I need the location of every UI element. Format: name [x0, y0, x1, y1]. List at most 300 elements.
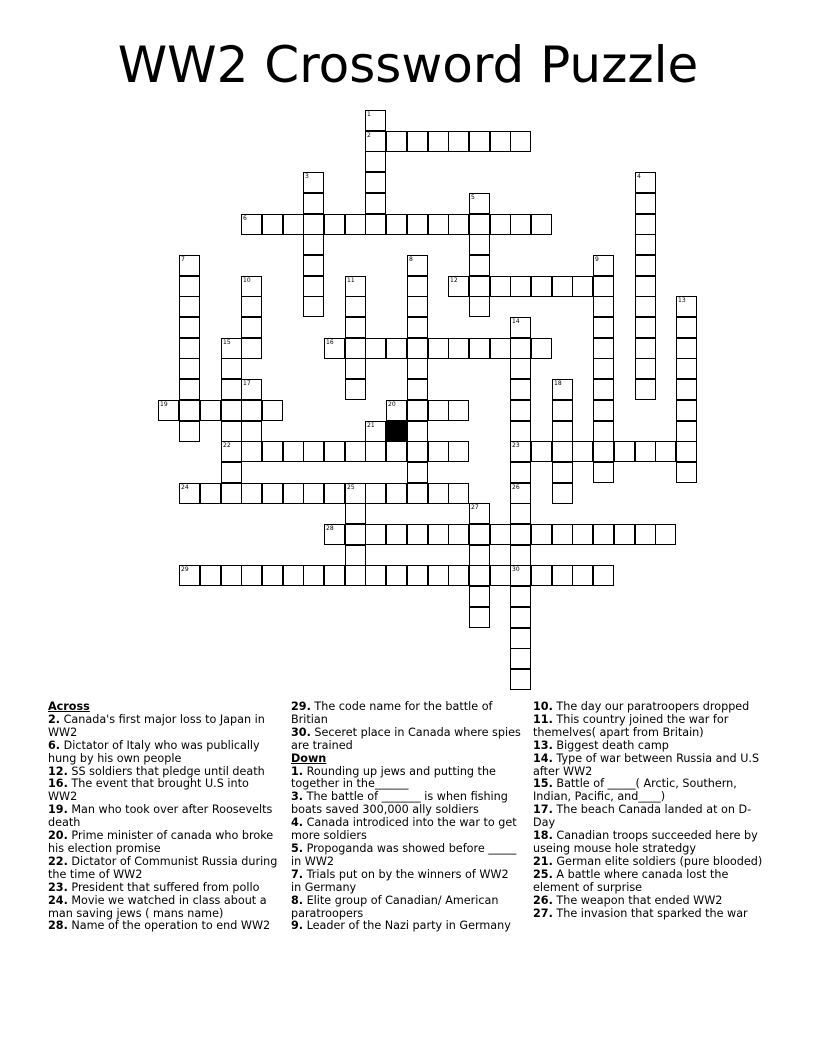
grid-cell[interactable]	[303, 483, 324, 504]
grid-cell[interactable]	[676, 441, 697, 462]
grid-cell[interactable]	[303, 193, 324, 214]
grid-cell[interactable]	[179, 379, 200, 400]
grid-cell[interactable]	[593, 276, 614, 297]
grid-cell[interactable]	[428, 483, 449, 504]
grid-cell[interactable]	[303, 172, 324, 193]
grid-cell[interactable]	[221, 358, 242, 379]
grid-cell[interactable]	[345, 379, 366, 400]
clue-item-number: 16.	[48, 777, 68, 791]
grid-cell[interactable]	[490, 565, 511, 586]
grid-cell[interactable]	[448, 276, 469, 297]
clue-item-text: The code name for the battle of Britian	[291, 700, 493, 726]
clue-item-number: 30.	[291, 725, 311, 739]
grid-cell[interactable]	[345, 214, 366, 235]
grid-cell[interactable]	[386, 524, 407, 545]
grid-cell[interactable]	[386, 483, 407, 504]
grid-cell[interactable]	[386, 400, 407, 421]
grid-cell[interactable]	[469, 524, 490, 545]
clue-item-number: 29.	[291, 700, 311, 713]
clue-item	[48, 895, 278, 921]
grid-cell[interactable]	[407, 131, 428, 152]
grid-cell[interactable]	[469, 255, 490, 276]
grid-cell[interactable]	[303, 276, 324, 297]
clue-item-number: 25.	[533, 867, 553, 881]
grid-cell[interactable]	[614, 524, 635, 545]
grid-cell[interactable]	[221, 421, 242, 442]
grid-cell[interactable]	[303, 296, 324, 317]
grid-cell[interactable]	[635, 193, 656, 214]
clue-number: 15	[223, 339, 231, 346]
clue-item-number: 2.	[48, 712, 61, 726]
clue-number: 14	[512, 318, 520, 325]
grid-cell[interactable]	[365, 524, 386, 545]
grid-cell[interactable]	[448, 214, 469, 235]
grid-cell[interactable]	[386, 441, 407, 462]
clue-number: 17	[243, 380, 251, 387]
grid-cell[interactable]	[241, 441, 262, 462]
grid-cell[interactable]	[324, 338, 345, 359]
clue-item	[48, 804, 278, 830]
grid-cell[interactable]	[676, 379, 697, 400]
clue-item-number: 27.	[533, 906, 553, 920]
grid-cell[interactable]	[407, 317, 428, 338]
grid-cell[interactable]	[469, 296, 490, 317]
clue-number: 11	[347, 277, 355, 284]
grid-cell[interactable]	[241, 379, 262, 400]
clue-item-text: Name of the operation to end WW2	[71, 919, 271, 933]
grid-cell[interactable]	[158, 400, 179, 421]
grid-cell[interactable]	[490, 131, 511, 152]
grid-cell[interactable]	[283, 214, 304, 235]
clue-item	[48, 830, 278, 856]
grid-cell[interactable]	[241, 338, 262, 359]
clue-item-number: 22.	[48, 854, 68, 868]
grid-cell[interactable]	[448, 483, 469, 504]
grid-cell[interactable]	[510, 462, 531, 483]
grid-cell[interactable]	[179, 400, 200, 421]
grid-cell[interactable]	[241, 317, 262, 338]
grid-cell[interactable]	[593, 441, 614, 462]
grid-cell[interactable]	[200, 400, 221, 421]
grid-cell[interactable]	[262, 441, 283, 462]
grid-cell[interactable]	[428, 338, 449, 359]
clue-item-text: German elite soldiers (pure blooded)	[556, 854, 763, 868]
grid-cell[interactable]	[469, 607, 490, 628]
grid-cell[interactable]	[510, 214, 531, 235]
clue-item-number: 19.	[48, 803, 68, 817]
grid-cell[interactable]	[552, 441, 573, 462]
grid-cell[interactable]	[469, 338, 490, 359]
grid-cell[interactable]	[407, 421, 428, 442]
grid-cell[interactable]	[200, 483, 221, 504]
page-title: WW2 Crossword Puzzle	[117, 36, 699, 94]
grid-cell[interactable]	[345, 524, 366, 545]
grid-cell[interactable]	[407, 462, 428, 483]
clue-number: 22	[223, 442, 231, 449]
grid-cell[interactable]	[179, 338, 200, 359]
grid-cell[interactable]	[531, 338, 552, 359]
grid-cell[interactable]	[490, 214, 511, 235]
grid-cell[interactable]	[593, 565, 614, 586]
grid-cell[interactable]	[324, 483, 345, 504]
grid-cell[interactable]	[676, 400, 697, 421]
grid-cell[interactable]	[365, 483, 386, 504]
clue-item	[291, 843, 521, 869]
clues-column-3	[533, 701, 765, 920]
clue-number: 6	[243, 215, 247, 222]
clue-number: 7	[181, 256, 185, 263]
clue-item-number: 12.	[48, 764, 68, 778]
grid-cell[interactable]	[635, 214, 656, 235]
grid-cell[interactable]	[531, 441, 552, 462]
grid-cell[interactable]	[552, 462, 573, 483]
grid-cell[interactable]	[510, 379, 531, 400]
grid-cell[interactable]	[593, 400, 614, 421]
clue-item	[48, 920, 278, 933]
grid-cell[interactable]	[510, 524, 531, 545]
grid-cell[interactable]	[262, 483, 283, 504]
grid-cell[interactable]	[531, 214, 552, 235]
clue-item-number: 28.	[48, 919, 68, 933]
grid-cell[interactable]	[407, 338, 428, 359]
clue-number: 9	[595, 256, 599, 263]
grid-cell[interactable]	[490, 276, 511, 297]
grid-cell[interactable]	[593, 255, 614, 276]
grid-cell[interactable]	[241, 565, 262, 586]
grid-cell[interactable]	[365, 421, 386, 442]
grid-cell[interactable]	[241, 276, 262, 297]
grid-cell[interactable]	[179, 565, 200, 586]
grid-cell[interactable]	[365, 172, 386, 193]
grid-cell[interactable]	[407, 379, 428, 400]
grid-cell[interactable]	[510, 545, 531, 566]
grid-cell[interactable]	[200, 565, 221, 586]
clue-item-number: 23.	[48, 880, 68, 894]
grid-cell[interactable]	[262, 214, 283, 235]
grid-cell[interactable]	[345, 338, 366, 359]
clue-number: 28	[326, 525, 334, 532]
clue-item-number: 4.	[291, 816, 304, 830]
grid-cell[interactable]	[407, 524, 428, 545]
grid-cell[interactable]	[221, 441, 242, 462]
grid-cell[interactable]	[490, 338, 511, 359]
grid-cell[interactable]	[365, 565, 386, 586]
clue-item-number: 14.	[533, 751, 553, 765]
grid-cell[interactable]	[324, 524, 345, 545]
grid-cell[interactable]	[448, 441, 469, 462]
grid-cell[interactable]	[531, 565, 552, 586]
grid-cell[interactable]	[552, 565, 573, 586]
grid-cell[interactable]	[283, 565, 304, 586]
grid-cell[interactable]	[179, 255, 200, 276]
grid-cell[interactable]	[490, 524, 511, 545]
clue-item-number: 17.	[533, 803, 553, 817]
grid-cell[interactable]	[345, 483, 366, 504]
grid-cell[interactable]	[635, 296, 656, 317]
grid-cell[interactable]	[428, 441, 449, 462]
grid-cell[interactable]	[241, 421, 262, 442]
grid-cell[interactable]	[510, 483, 531, 504]
grid-cell[interactable]	[469, 234, 490, 255]
clue-item-number: 11.	[533, 712, 553, 726]
grid-cell[interactable]	[676, 358, 697, 379]
grid-cell[interactable]	[262, 565, 283, 586]
grid-cell[interactable]	[345, 317, 366, 338]
grid-cell[interactable]	[407, 400, 428, 421]
clue-number: 27	[471, 504, 479, 511]
grid-cell[interactable]	[365, 110, 386, 131]
grid-cell[interactable]	[179, 358, 200, 379]
grid-cell[interactable]	[303, 234, 324, 255]
grid-cell[interactable]	[510, 607, 531, 628]
grid-cell[interactable]	[655, 441, 676, 462]
grid-cell[interactable]	[469, 503, 490, 524]
clue-item-text: Dictator of Italy who was publically hung by his own people	[48, 738, 260, 765]
grid-cell[interactable]	[510, 503, 531, 524]
grid-cell[interactable]	[510, 669, 531, 690]
grid-cell[interactable]	[221, 483, 242, 504]
grid-cell[interactable]	[510, 276, 531, 297]
grid-cell[interactable]	[635, 172, 656, 193]
clue-item-text: Leader of the Nazi party in Germany	[306, 919, 511, 933]
grid-cell[interactable]	[614, 441, 635, 462]
grid-cell[interactable]	[635, 317, 656, 338]
grid-cell[interactable]	[407, 214, 428, 235]
clue-item-number: 5.	[291, 841, 304, 855]
clue-number: 16	[326, 339, 334, 346]
grid-cell[interactable]	[221, 565, 242, 586]
grid-cell[interactable]	[428, 400, 449, 421]
grid-cell[interactable]	[221, 462, 242, 483]
grid-cell[interactable]	[635, 276, 656, 297]
grid-cell[interactable]	[593, 317, 614, 338]
grid-cell[interactable]	[510, 358, 531, 379]
clue-item	[291, 869, 521, 895]
clue-item-text: SS soldiers that pledge until death	[71, 764, 265, 778]
grid-cell[interactable]	[510, 131, 531, 152]
clue-item-text: Battle of _____( Arctic, Southern, Indian, Pacific, and____)	[533, 777, 737, 804]
grid-cell[interactable]	[428, 214, 449, 235]
grid-cell[interactable]	[552, 421, 573, 442]
clue-item	[533, 778, 765, 804]
grid-cell[interactable]	[303, 255, 324, 276]
grid-cell[interactable]	[635, 338, 656, 359]
grid-cell[interactable]	[469, 565, 490, 586]
grid-cell[interactable]	[407, 441, 428, 462]
clue-number: 10	[243, 277, 251, 284]
grid-cell[interactable]	[241, 296, 262, 317]
grid-cell[interactable]	[510, 628, 531, 649]
clue-item-number: 9.	[291, 919, 304, 933]
grid-cell[interactable]	[552, 483, 573, 504]
grid-cell[interactable]	[552, 276, 573, 297]
grid-cell[interactable]	[448, 338, 469, 359]
grid-cell[interactable]	[469, 545, 490, 566]
grid-cell[interactable]	[531, 276, 552, 297]
grid-cell[interactable]	[655, 524, 676, 545]
clues-column-1	[48, 701, 278, 933]
clue-number: 24	[181, 484, 189, 491]
grid-cell[interactable]	[221, 400, 242, 421]
clue-item-text: Type of war between Russia and U.S after WW2	[533, 751, 760, 778]
grid-cell[interactable]	[345, 296, 366, 317]
grid-cell[interactable]	[469, 193, 490, 214]
grid-cell[interactable]	[469, 586, 490, 607]
grid-cell[interactable]	[407, 296, 428, 317]
grid-cell[interactable]	[635, 234, 656, 255]
grid-cell[interactable]	[469, 131, 490, 152]
grid-cell[interactable]	[572, 441, 593, 462]
clue-item-number: 10.	[533, 700, 553, 713]
clue-item-text: The invasion that sparked the war	[556, 906, 748, 920]
grid-cell[interactable]	[407, 276, 428, 297]
grid-cell[interactable]	[179, 276, 200, 297]
grid-cell[interactable]	[676, 421, 697, 442]
grid-cell[interactable]	[324, 565, 345, 586]
grid-cell[interactable]	[510, 421, 531, 442]
grid-cell[interactable]	[572, 524, 593, 545]
clue-item-text: Seceret place in Canada where spies are trained	[291, 725, 521, 752]
grid-cell[interactable]	[510, 648, 531, 669]
grid-cell[interactable]	[676, 317, 697, 338]
clue-item-number: 15.	[533, 777, 553, 791]
grid-cell[interactable]	[241, 214, 262, 235]
grid-cell[interactable]	[572, 565, 593, 586]
grid-cell[interactable]	[303, 441, 324, 462]
clue-item	[291, 920, 521, 933]
grid-cell[interactable]	[241, 400, 262, 421]
grid-cell[interactable]	[552, 400, 573, 421]
grid-cell[interactable]	[448, 524, 469, 545]
clue-item-number: 20.	[48, 829, 68, 843]
clue-number: 21	[367, 422, 375, 429]
grid-cell[interactable]	[221, 379, 242, 400]
grid-cell[interactable]	[676, 338, 697, 359]
grid-cell[interactable]	[365, 131, 386, 152]
clue-item-text: The battle of _______ is when fishing boats saved 300,000 ally soldiers	[291, 790, 508, 817]
grid-cell[interactable]	[407, 483, 428, 504]
grid-cell[interactable]	[345, 358, 366, 379]
grid-cell[interactable]	[386, 131, 407, 152]
clue-item	[533, 714, 765, 740]
grid-cell[interactable]	[179, 421, 200, 442]
grid-cell[interactable]	[365, 214, 386, 235]
grid-cell[interactable]	[324, 214, 345, 235]
grid-cell[interactable]	[345, 276, 366, 297]
grid-cell[interactable]	[635, 441, 656, 462]
clue-item-text: Canadian troops succeeded here by useing mouse hole stratedgy	[533, 829, 758, 855]
clue-item-text: Man who took over after Roosevelts death	[48, 803, 273, 830]
grid-cell[interactable]	[345, 503, 366, 524]
grid-cell[interactable]	[593, 421, 614, 442]
grid-cell[interactable]	[635, 358, 656, 379]
grid-cell[interactable]	[593, 379, 614, 400]
grid-cell[interactable]	[407, 358, 428, 379]
grid-cell[interactable]	[448, 565, 469, 586]
grid-cell[interactable]	[365, 338, 386, 359]
grid-cell[interactable]	[365, 151, 386, 172]
grid-cell[interactable]	[179, 317, 200, 338]
grid-cell[interactable]	[283, 483, 304, 504]
grid-cell[interactable]	[510, 338, 531, 359]
across-heading: Across	[48, 700, 90, 713]
grid-cell[interactable]	[510, 400, 531, 421]
grid-cell[interactable]	[365, 441, 386, 462]
grid-cell[interactable]	[221, 338, 242, 359]
grid-cell[interactable]	[386, 565, 407, 586]
grid-cell[interactable]	[593, 524, 614, 545]
grid-cell[interactable]	[593, 296, 614, 317]
grid-cell[interactable]	[552, 379, 573, 400]
clue-number: 13	[678, 297, 686, 304]
clue-item	[291, 817, 521, 843]
grid-cell[interactable]	[676, 462, 697, 483]
clue-item	[48, 714, 278, 740]
grid-cell[interactable]	[469, 276, 490, 297]
grid-cell[interactable]	[593, 462, 614, 483]
grid-cell[interactable]	[386, 338, 407, 359]
grid-cell[interactable]	[510, 586, 531, 607]
grid-cell[interactable]	[407, 565, 428, 586]
grid-cell[interactable]	[179, 296, 200, 317]
grid-cell[interactable]	[345, 545, 366, 566]
clue-number: 1	[367, 111, 371, 118]
clue-number: 30	[512, 566, 520, 573]
grid-cell[interactable]	[407, 255, 428, 276]
grid-cell[interactable]	[262, 400, 283, 421]
grid-cell[interactable]	[428, 524, 449, 545]
grid-cell[interactable]	[303, 214, 324, 235]
grid-cell[interactable]	[365, 193, 386, 214]
grid-cell[interactable]	[469, 214, 490, 235]
grid-cell[interactable]	[448, 400, 469, 421]
grid-cell[interactable]	[552, 524, 573, 545]
grid-cell[interactable]	[531, 524, 552, 545]
grid-cell[interactable]	[241, 483, 262, 504]
clue-number: 2	[367, 132, 371, 139]
grid-cell[interactable]	[635, 524, 656, 545]
grid-cell[interactable]	[324, 441, 345, 462]
clue-item-text: The weapon that ended WW2	[556, 893, 723, 907]
clue-item-number: 26.	[533, 893, 553, 907]
grid-cell[interactable]	[635, 379, 656, 400]
clue-item-text: The beach Canada landed at on D-Day	[533, 803, 752, 830]
grid-cell[interactable]	[593, 338, 614, 359]
grid-cell[interactable]	[448, 131, 469, 152]
grid-cell[interactable]	[345, 441, 366, 462]
clue-item-number: 7.	[291, 867, 304, 881]
grid-cell[interactable]	[676, 296, 697, 317]
grid-cell[interactable]	[303, 565, 324, 586]
grid-cell[interactable]	[428, 565, 449, 586]
grid-cell[interactable]	[386, 214, 407, 235]
grid-cell[interactable]	[283, 441, 304, 462]
clue-number: 12	[450, 277, 458, 284]
clue-item-number: 8.	[291, 893, 304, 907]
grid-cell[interactable]	[428, 131, 449, 152]
clue-number: 20	[388, 401, 396, 408]
grid-cell[interactable]	[179, 483, 200, 504]
grid-cell[interactable]	[510, 565, 531, 586]
grid-cell[interactable]	[593, 358, 614, 379]
clue-item	[291, 791, 521, 817]
grid-cell[interactable]	[572, 276, 593, 297]
grid-cell[interactable]	[510, 441, 531, 462]
clue-item-text: Canada's first major loss to Japan in WW2	[48, 712, 265, 739]
grid-cell[interactable]	[510, 317, 531, 338]
grid-cell[interactable]	[635, 255, 656, 276]
grid-cell[interactable]	[345, 565, 366, 586]
